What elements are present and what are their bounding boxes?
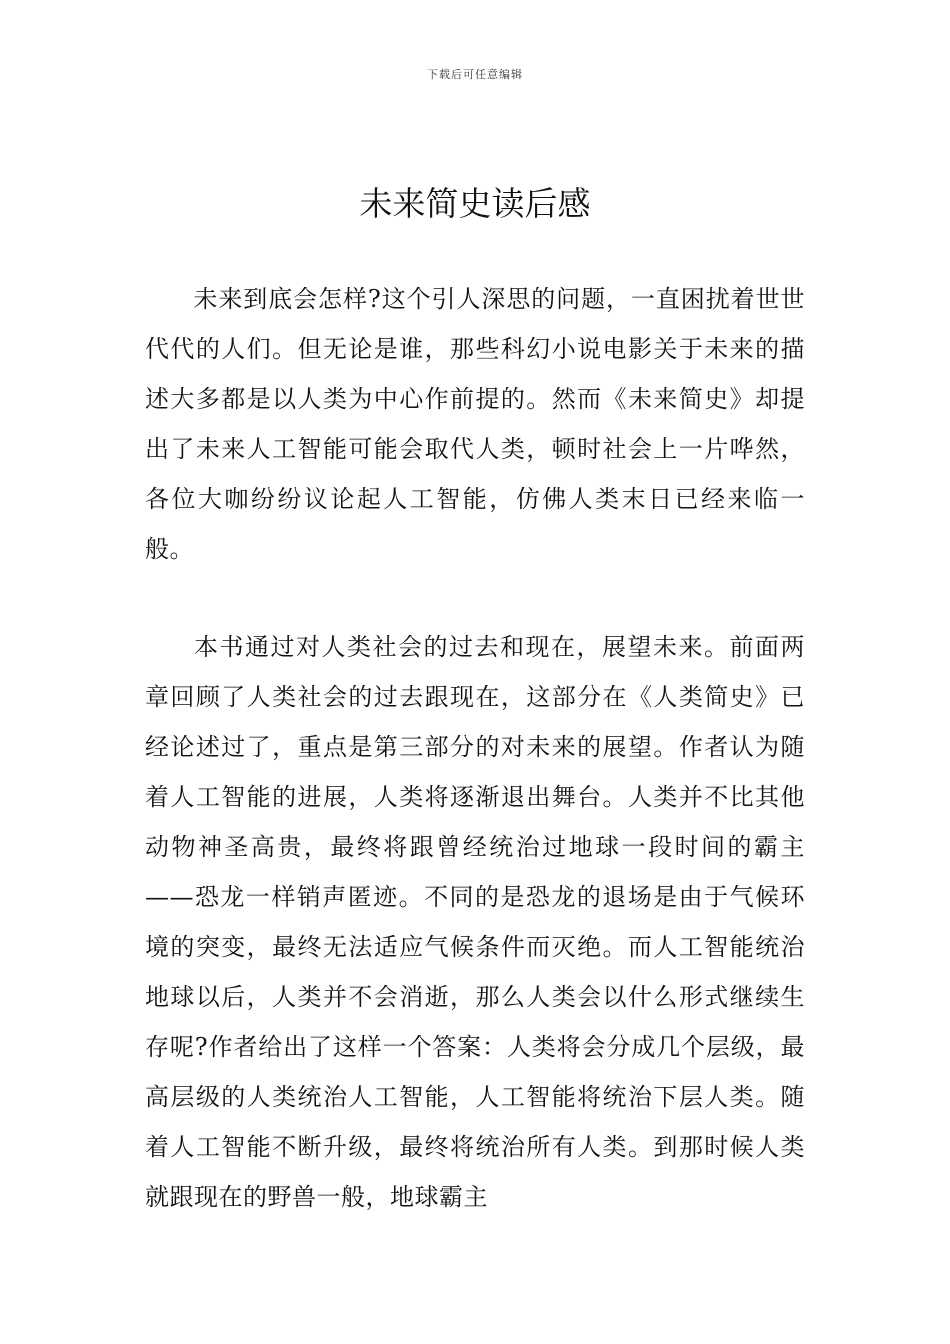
paragraph-2-text: 本书通过对人类社会的过去和现在，展望未来。前面两章回顾了人类社会的过去跟现在，这部分在《人类简史》已经论述过了，重点是第三部分的对未来的展望。作者认为随着人工智能的进展，人类将逐渐退出舞台。人类并不比其他动物神圣高贵，最终将跟曾经统治过地球一段时间的霸主——恐龙一样销声匿迹。不同的是恐龙的退场是由于气候环境的突变，最终无法适应气候条件而灭绝。而人工智能统治地球以后，人类并不会消逝，那么人类会以什么形式继续生存呢?作者给出了这样一个答案：人类将会分成几个层级，最高层级的人类统治人工智能，人工智能将统治下层人类。随着人工智能不断升级，最终将统治所有人类。到那时候人类就跟现在的野兽一般，地球霸主	[145, 633, 805, 1211]
paragraph-1	[145, 274, 805, 574]
header-note: 下载后可任意编辑	[427, 68, 523, 81]
paragraph-1-text: 未来到底会怎样?这个引人深思的问题，一直困扰着世世代代的人们。但无论是谁，那些科幻小说电影关于未来的描述大多都是以人类为中心作前提的。然而《未来简史》却提出了未来人工智能可能会取代人类，顿时社会上一片哗然，各位大咖纷纷议论起人工智能，仿佛人类末日已经来临一般。	[145, 285, 805, 563]
page-title: 未来简史读后感	[359, 184, 591, 223]
paragraph-2	[145, 622, 805, 1222]
